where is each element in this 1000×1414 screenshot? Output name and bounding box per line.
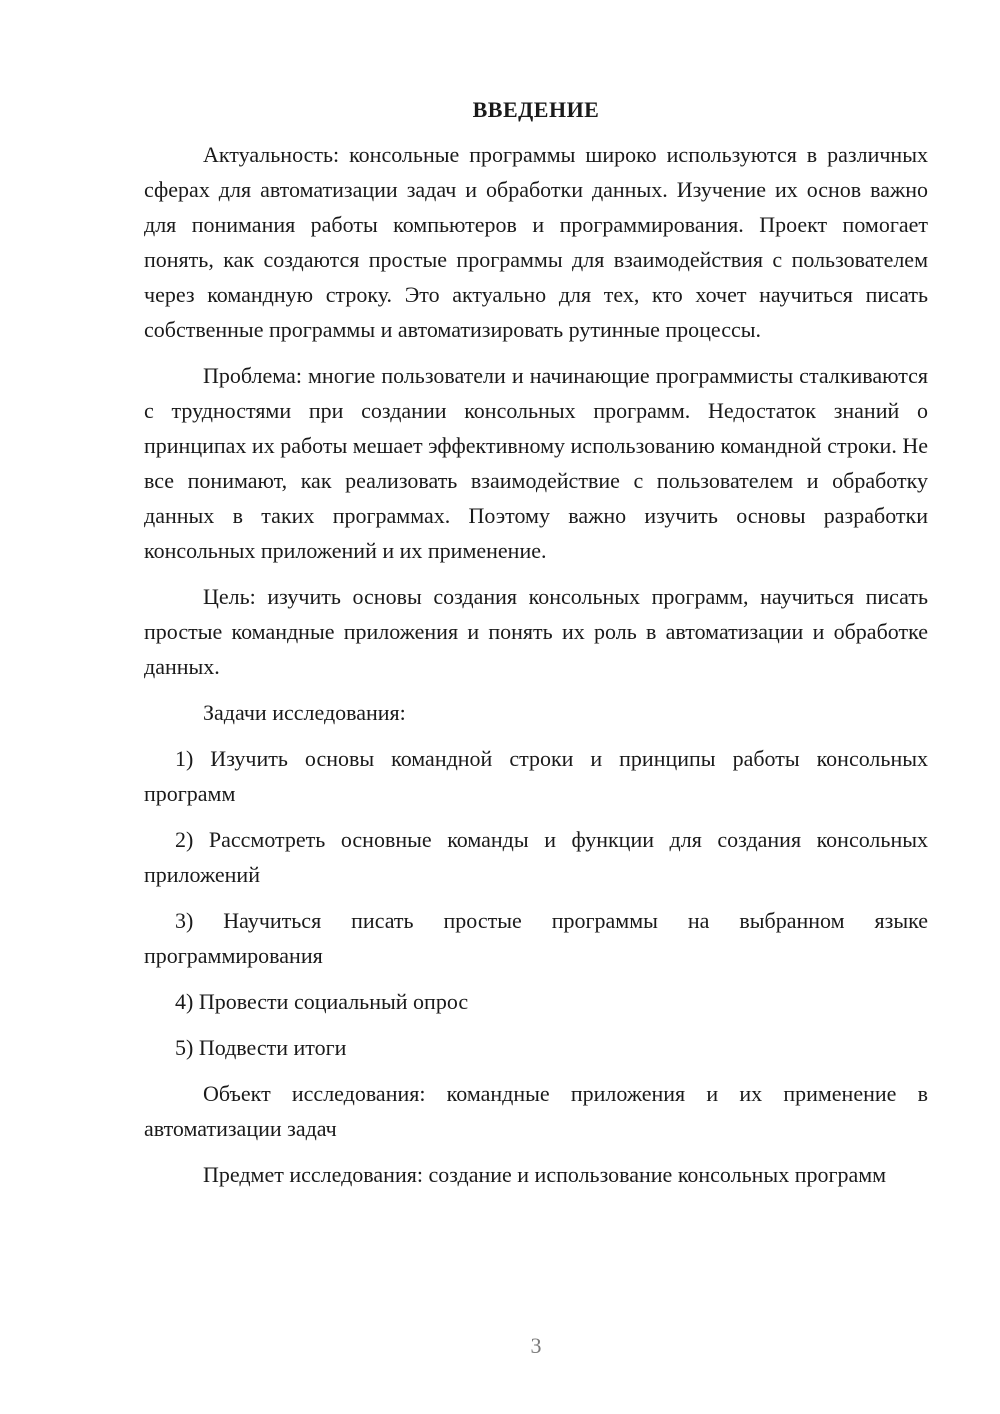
relevance-paragraph: Актуальность: консольные программы широко используются в различных сферах для автоматизации задач и обработки данных. Изучение их основ важно для понимания работы компьютеров и программирования. Проект помогает понять, как создаются простые программы для взаимодействия с пользователем через командную строку. Это актуально для тех, кто хочет научиться писать собственные программы и автоматизировать рутинные процессы. [144, 142, 928, 342]
tasks-heading: Задачи исследования: [203, 700, 406, 725]
page-number: 3 [530, 1333, 542, 1358]
page-content [144, 95, 928, 1203]
list-item: 2) Рассмотреть основные команды и функции для создания консольных приложений [144, 827, 928, 887]
tasks-list [144, 741, 928, 1065]
page-title: ВВЕДЕНИЕ [472, 97, 600, 122]
object-paragraph: Объект исследования: командные приложения и их применение в автоматизации задач [144, 1081, 928, 1141]
subject-paragraph: Предмет исследования: создание и использование консольных программ [203, 1162, 887, 1187]
goal-paragraph: Цель: изучить основы создания консольных программ, научиться писать простые командные приложения и понять их роль в автоматизации и обработке данных. [144, 584, 928, 679]
list-item: 1) Изучить основы командной строки и принципы работы консольных программ [144, 746, 928, 806]
list-item: 5) Подвести итоги [175, 1035, 347, 1060]
list-item: 3) Научиться писать простые программы на выбранном языке программирования [144, 908, 928, 968]
list-item: 4) Провести социальный опрос [175, 989, 469, 1014]
problem-paragraph: Проблема: многие пользователи и начинающие программисты сталкиваются с трудностями при создании консольных программ. Недостаток знаний о принципах их работы мешает эффективному использованию командной строки. Не все понимают, как реализовать взаимодействие с пользователем и обработку данных в таких программах. Поэтому важно изучить основы разработки консольных приложений и их применение. [144, 363, 928, 563]
